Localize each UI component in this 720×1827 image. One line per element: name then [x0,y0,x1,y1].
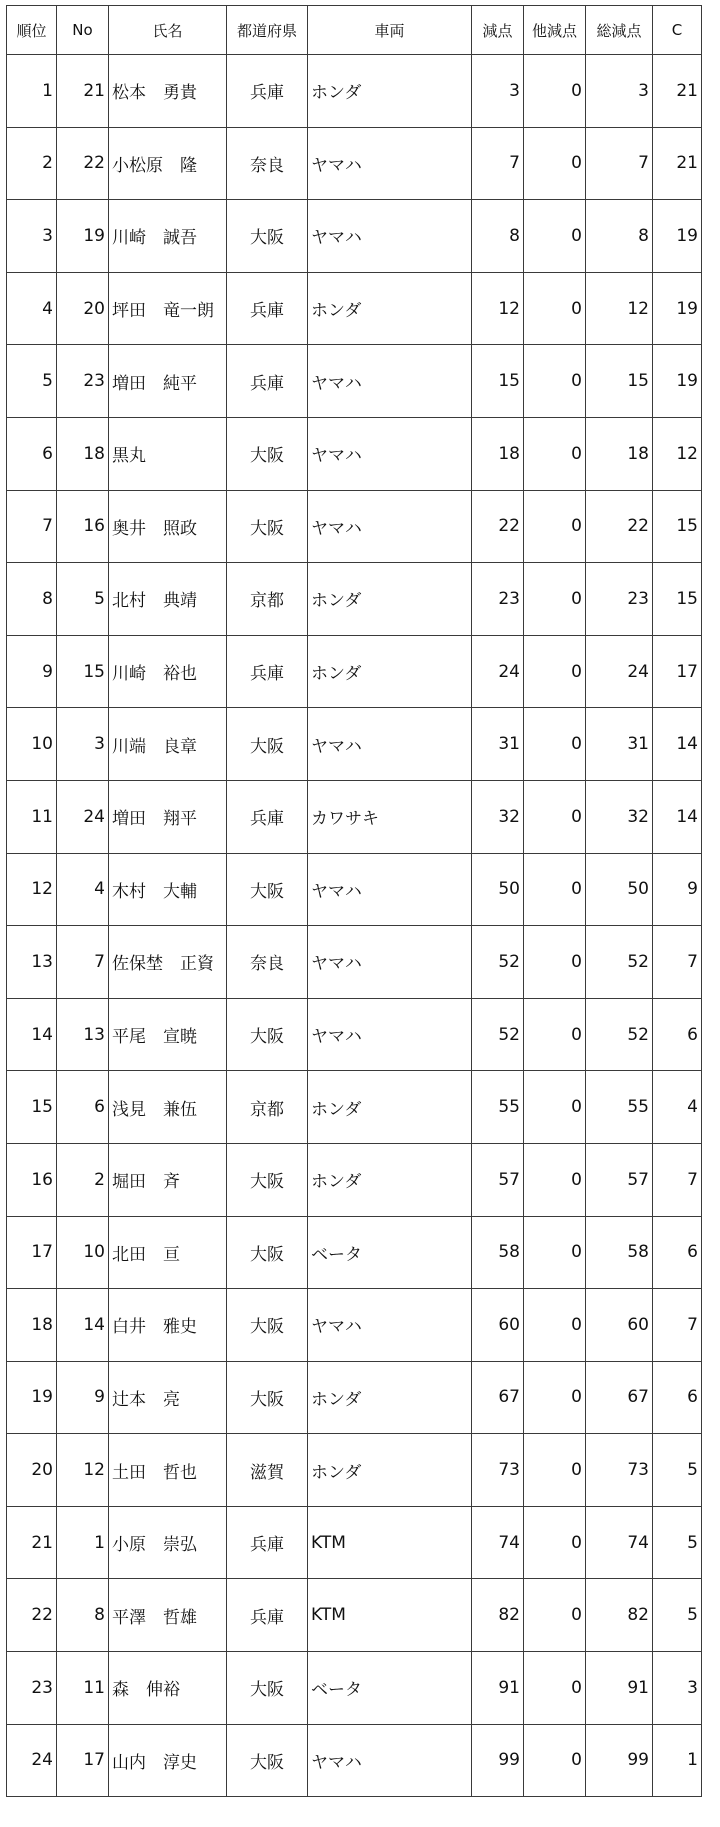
cell-deduction: 12 [472,272,524,345]
cell-rank: 6 [7,417,57,490]
cell-prefecture: 大阪 [227,1216,308,1289]
cell-c: 7 [653,1143,702,1216]
cell-other-deduction: 0 [524,926,586,999]
cell-other-deduction: 0 [524,1652,586,1725]
cell-no: 23 [57,345,109,418]
cell-total-deduction: 73 [586,1434,653,1507]
cell-total-deduction: 7 [586,127,653,200]
cell-total-deduction: 91 [586,1652,653,1725]
cell-name: 北村 典靖 [109,563,227,636]
cell-rank: 19 [7,1361,57,1434]
cell-prefecture: 大阪 [227,1361,308,1434]
cell-total-deduction: 55 [586,1071,653,1144]
cell-deduction: 50 [472,853,524,926]
cell-prefecture: 大阪 [227,417,308,490]
cell-vehicle: ホンダ [308,1071,472,1144]
cell-no: 16 [57,490,109,563]
cell-name: 小松原 隆 [109,127,227,200]
cell-name: 北田 亘 [109,1216,227,1289]
cell-vehicle: KTM [308,1506,472,1579]
cell-other-deduction: 0 [524,490,586,563]
cell-c: 7 [653,926,702,999]
cell-name: 木村 大輔 [109,853,227,926]
cell-c: 19 [653,272,702,345]
table-row [7,417,702,490]
cell-rank: 13 [7,926,57,999]
cell-name: 佐保埜 正資 [109,926,227,999]
cell-c: 19 [653,200,702,273]
cell-no: 22 [57,127,109,200]
header-prefecture: 都道府県 [227,6,308,55]
table-row [7,998,702,1071]
cell-rank: 23 [7,1652,57,1725]
cell-vehicle: ホンダ [308,272,472,345]
cell-prefecture: 京都 [227,563,308,636]
cell-no: 13 [57,998,109,1071]
cell-total-deduction: 22 [586,490,653,563]
table-row [7,1143,702,1216]
cell-name: 黒丸 [109,417,227,490]
cell-vehicle: KTM [308,1579,472,1652]
cell-other-deduction: 0 [524,1579,586,1652]
cell-no: 1 [57,1506,109,1579]
cell-vehicle: カワサキ [308,780,472,853]
cell-deduction: 99 [472,1724,524,1797]
results-table [6,5,702,1797]
cell-no: 11 [57,1652,109,1725]
table-row [7,1652,702,1725]
cell-total-deduction: 58 [586,1216,653,1289]
cell-c: 21 [653,127,702,200]
cell-total-deduction: 52 [586,998,653,1071]
cell-other-deduction: 0 [524,200,586,273]
cell-c: 3 [653,1652,702,1725]
cell-deduction: 15 [472,345,524,418]
cell-no: 14 [57,1289,109,1362]
table-row [7,345,702,418]
cell-name: 川崎 誠吾 [109,200,227,273]
cell-name: 土田 哲也 [109,1434,227,1507]
table-row [7,55,702,128]
cell-rank: 2 [7,127,57,200]
cell-prefecture: 兵庫 [227,1579,308,1652]
cell-deduction: 3 [472,55,524,128]
cell-vehicle: ホンダ [308,55,472,128]
table-row [7,780,702,853]
cell-rank: 10 [7,708,57,781]
cell-c: 9 [653,853,702,926]
table-row [7,1071,702,1144]
cell-rank: 20 [7,1434,57,1507]
header-rank: 順位 [7,6,57,55]
cell-other-deduction: 0 [524,55,586,128]
cell-total-deduction: 74 [586,1506,653,1579]
cell-no: 4 [57,853,109,926]
cell-vehicle: ヤマハ [308,127,472,200]
cell-name: 小原 崇弘 [109,1506,227,1579]
cell-other-deduction: 0 [524,635,586,708]
cell-name: 奥井 照政 [109,490,227,563]
table-row [7,1434,702,1507]
table-row [7,200,702,273]
cell-total-deduction: 3 [586,55,653,128]
cell-rank: 9 [7,635,57,708]
cell-prefecture: 兵庫 [227,635,308,708]
cell-prefecture: 兵庫 [227,55,308,128]
cell-rank: 4 [7,272,57,345]
cell-total-deduction: 23 [586,563,653,636]
table-row [7,563,702,636]
cell-deduction: 31 [472,708,524,781]
cell-deduction: 67 [472,1361,524,1434]
cell-prefecture: 大阪 [227,1143,308,1216]
cell-vehicle: ベータ [308,1216,472,1289]
cell-c: 14 [653,780,702,853]
cell-c: 6 [653,1216,702,1289]
cell-deduction: 32 [472,780,524,853]
cell-prefecture: 大阪 [227,200,308,273]
cell-total-deduction: 52 [586,926,653,999]
cell-no: 2 [57,1143,109,1216]
cell-vehicle: ヤマハ [308,490,472,563]
cell-other-deduction: 0 [524,1361,586,1434]
cell-c: 17 [653,635,702,708]
cell-vehicle: ヤマハ [308,926,472,999]
cell-no: 7 [57,926,109,999]
cell-rank: 14 [7,998,57,1071]
cell-other-deduction: 0 [524,345,586,418]
cell-c: 15 [653,563,702,636]
cell-vehicle: ヤマハ [308,998,472,1071]
cell-total-deduction: 12 [586,272,653,345]
cell-no: 8 [57,1579,109,1652]
table-row [7,1579,702,1652]
table-row [7,1506,702,1579]
cell-other-deduction: 0 [524,272,586,345]
cell-prefecture: 大阪 [227,998,308,1071]
cell-prefecture: 大阪 [227,708,308,781]
cell-name: 平尾 宣暁 [109,998,227,1071]
cell-other-deduction: 0 [524,1143,586,1216]
cell-total-deduction: 18 [586,417,653,490]
cell-rank: 12 [7,853,57,926]
cell-c: 5 [653,1506,702,1579]
cell-other-deduction: 0 [524,780,586,853]
cell-rank: 17 [7,1216,57,1289]
cell-name: 浅見 兼伍 [109,1071,227,1144]
cell-deduction: 57 [472,1143,524,1216]
cell-other-deduction: 0 [524,1289,586,1362]
cell-c: 5 [653,1434,702,1507]
cell-vehicle: ヤマハ [308,853,472,926]
cell-name: 山内 淳史 [109,1724,227,1797]
header-other-deduction: 他減点 [524,6,586,55]
header-no: No [57,6,109,55]
cell-other-deduction: 0 [524,1071,586,1144]
cell-total-deduction: 82 [586,1579,653,1652]
header-row [7,6,702,55]
header-name: 氏名 [109,6,227,55]
cell-prefecture: 兵庫 [227,1506,308,1579]
cell-rank: 18 [7,1289,57,1362]
cell-no: 12 [57,1434,109,1507]
cell-prefecture: 大阪 [227,490,308,563]
cell-other-deduction: 0 [524,853,586,926]
cell-deduction: 73 [472,1434,524,1507]
cell-deduction: 23 [472,563,524,636]
header-total-deduction: 総減点 [586,6,653,55]
cell-c: 19 [653,345,702,418]
cell-other-deduction: 0 [524,998,586,1071]
cell-rank: 21 [7,1506,57,1579]
cell-deduction: 52 [472,998,524,1071]
table-row [7,1216,702,1289]
cell-prefecture: 奈良 [227,926,308,999]
cell-no: 6 [57,1071,109,1144]
cell-total-deduction: 67 [586,1361,653,1434]
cell-other-deduction: 0 [524,708,586,781]
header-vehicle: 車両 [308,6,472,55]
table-row [7,1289,702,1362]
cell-no: 3 [57,708,109,781]
cell-total-deduction: 99 [586,1724,653,1797]
cell-prefecture: 大阪 [227,1289,308,1362]
cell-c: 12 [653,417,702,490]
cell-vehicle: ヤマハ [308,1724,472,1797]
cell-other-deduction: 0 [524,127,586,200]
cell-vehicle: ホンダ [308,1361,472,1434]
cell-rank: 22 [7,1579,57,1652]
cell-rank: 16 [7,1143,57,1216]
cell-vehicle: ホンダ [308,1143,472,1216]
cell-name: 森 伸裕 [109,1652,227,1725]
cell-other-deduction: 0 [524,563,586,636]
cell-no: 9 [57,1361,109,1434]
cell-total-deduction: 31 [586,708,653,781]
cell-other-deduction: 0 [524,1216,586,1289]
results-body [7,55,702,1797]
cell-rank: 1 [7,55,57,128]
cell-total-deduction: 15 [586,345,653,418]
cell-name: 川崎 裕也 [109,635,227,708]
cell-no: 20 [57,272,109,345]
table-row [7,635,702,708]
cell-name: 白井 雅史 [109,1289,227,1362]
cell-total-deduction: 8 [586,200,653,273]
cell-name: 松本 勇貴 [109,55,227,128]
cell-name: 増田 純平 [109,345,227,418]
cell-total-deduction: 50 [586,853,653,926]
cell-rank: 5 [7,345,57,418]
table-row [7,272,702,345]
cell-vehicle: ヤマハ [308,345,472,418]
cell-no: 21 [57,55,109,128]
cell-deduction: 55 [472,1071,524,1144]
cell-prefecture: 京都 [227,1071,308,1144]
cell-prefecture: 奈良 [227,127,308,200]
cell-deduction: 58 [472,1216,524,1289]
cell-rank: 24 [7,1724,57,1797]
cell-deduction: 7 [472,127,524,200]
table-row [7,1724,702,1797]
cell-name: 増田 翔平 [109,780,227,853]
cell-vehicle: ヤマハ [308,417,472,490]
cell-c: 5 [653,1579,702,1652]
cell-total-deduction: 32 [586,780,653,853]
cell-c: 14 [653,708,702,781]
cell-deduction: 22 [472,490,524,563]
cell-prefecture: 兵庫 [227,345,308,418]
cell-no: 19 [57,200,109,273]
cell-deduction: 18 [472,417,524,490]
cell-vehicle: ヤマハ [308,200,472,273]
cell-c: 7 [653,1289,702,1362]
cell-deduction: 52 [472,926,524,999]
cell-name: 坪田 竜一朗 [109,272,227,345]
cell-total-deduction: 60 [586,1289,653,1362]
cell-deduction: 24 [472,635,524,708]
cell-deduction: 74 [472,1506,524,1579]
cell-vehicle: ホンダ [308,635,472,708]
table-row [7,1361,702,1434]
cell-prefecture: 兵庫 [227,272,308,345]
cell-prefecture: 兵庫 [227,780,308,853]
table-row [7,127,702,200]
cell-rank: 7 [7,490,57,563]
cell-vehicle: ヤマハ [308,708,472,781]
header-c: C [653,6,702,55]
cell-no: 15 [57,635,109,708]
cell-prefecture: 大阪 [227,1724,308,1797]
cell-c: 15 [653,490,702,563]
table-row [7,708,702,781]
cell-deduction: 8 [472,200,524,273]
cell-total-deduction: 24 [586,635,653,708]
cell-c: 6 [653,998,702,1071]
cell-rank: 11 [7,780,57,853]
cell-prefecture: 滋賀 [227,1434,308,1507]
cell-total-deduction: 57 [586,1143,653,1216]
cell-prefecture: 大阪 [227,1652,308,1725]
cell-other-deduction: 0 [524,1724,586,1797]
cell-deduction: 82 [472,1579,524,1652]
cell-deduction: 60 [472,1289,524,1362]
cell-c: 4 [653,1071,702,1144]
table-row [7,926,702,999]
cell-prefecture: 大阪 [227,853,308,926]
cell-c: 21 [653,55,702,128]
cell-rank: 15 [7,1071,57,1144]
cell-name: 川端 良章 [109,708,227,781]
cell-rank: 8 [7,563,57,636]
cell-vehicle: ベータ [308,1652,472,1725]
cell-no: 24 [57,780,109,853]
cell-deduction: 91 [472,1652,524,1725]
cell-other-deduction: 0 [524,1434,586,1507]
cell-other-deduction: 0 [524,1506,586,1579]
cell-no: 17 [57,1724,109,1797]
table-row [7,853,702,926]
table-row [7,490,702,563]
cell-vehicle: ホンダ [308,563,472,636]
cell-c: 1 [653,1724,702,1797]
cell-no: 10 [57,1216,109,1289]
cell-vehicle: ヤマハ [308,1289,472,1362]
cell-no: 5 [57,563,109,636]
cell-name: 平澤 哲雄 [109,1579,227,1652]
cell-name: 辻本 亮 [109,1361,227,1434]
cell-vehicle: ホンダ [308,1434,472,1507]
cell-no: 18 [57,417,109,490]
cell-name: 堀田 斉 [109,1143,227,1216]
cell-rank: 3 [7,200,57,273]
header-deduction: 減点 [472,6,524,55]
cell-other-deduction: 0 [524,417,586,490]
cell-c: 6 [653,1361,702,1434]
